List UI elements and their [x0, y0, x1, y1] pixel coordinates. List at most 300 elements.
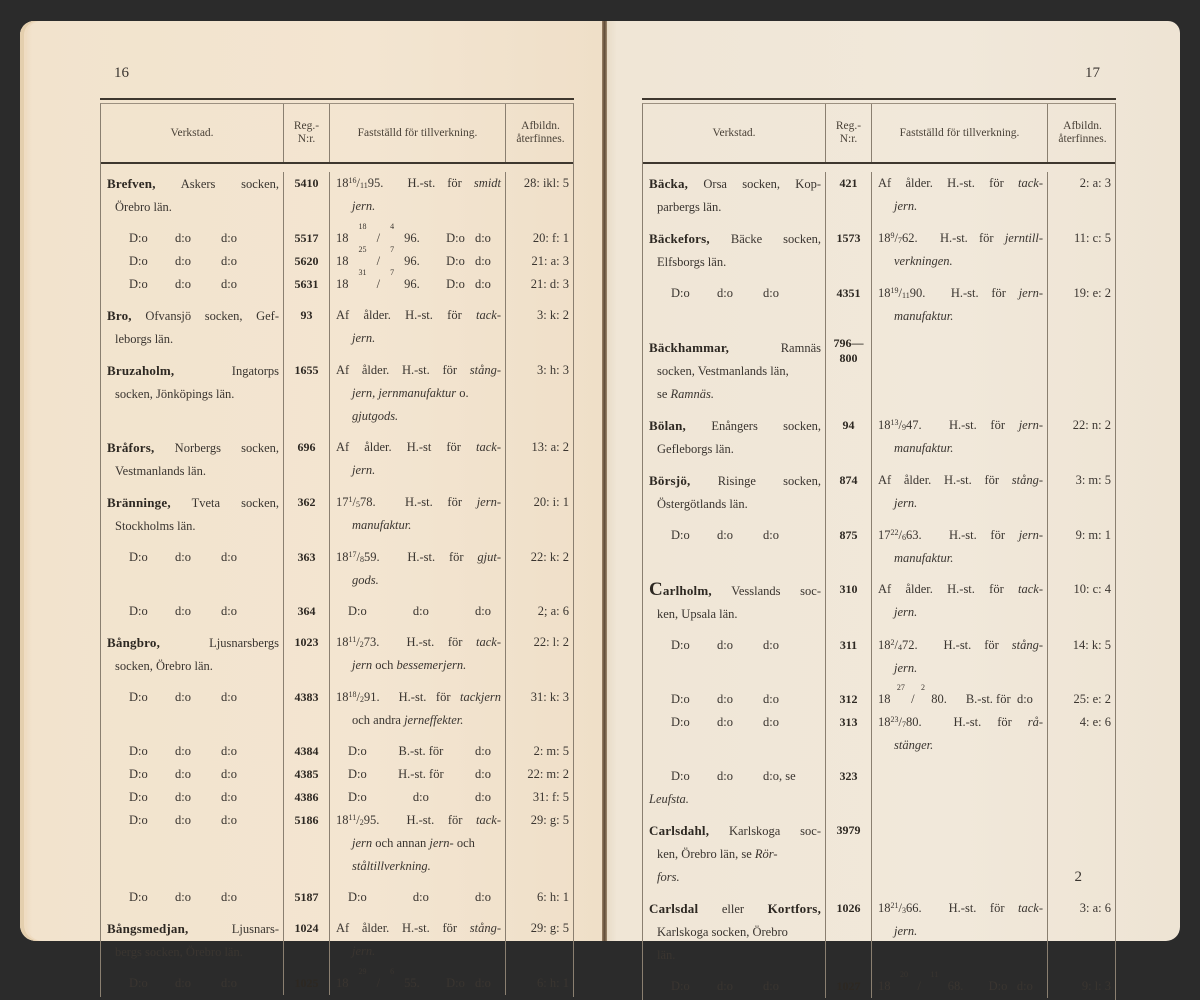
reg-number: 313: [839, 715, 858, 729]
county-text: ken, Upsala län.: [657, 607, 738, 621]
manufacture-line: 18 20 / 11 68. D:o d:o: [878, 975, 1043, 998]
product-text: manufaktur.: [352, 518, 412, 532]
product-text: tack-: [1018, 176, 1043, 190]
product-text: jern-: [1018, 528, 1044, 542]
ditto-mark: d:o: [412, 604, 429, 618]
workshop-line: [649, 819, 821, 843]
date-month: 2: [359, 818, 364, 827]
county-line: [649, 493, 821, 516]
header-verkstad: Verkstad.: [712, 126, 756, 139]
reg-number-cell: [825, 819, 871, 889]
table-row: [101, 740, 573, 763]
ditto-mark: d:o: [474, 231, 491, 245]
parish-text: Enångers socken,: [711, 419, 821, 433]
ditto-line: [107, 686, 279, 709]
right-page: [607, 21, 1180, 993]
table-header: [643, 104, 1115, 164]
reg-number-cont: 800: [839, 351, 858, 365]
ditto-mark: d:o: [475, 744, 491, 758]
spacer-cell: [505, 592, 575, 600]
figure-ref-cell: [505, 809, 575, 878]
ditto-mark: d:o: [221, 767, 237, 781]
spacer-cell: [825, 757, 871, 765]
manufacture-line: $18^{17}/_859$. H.-st. för gjut-: [336, 550, 502, 564]
product-text: jern.: [352, 199, 376, 213]
manufacture-text: H.-st. för: [940, 231, 994, 245]
spacer-cell: [871, 406, 1047, 414]
row-spacer: [643, 328, 1115, 336]
row-spacer: [101, 219, 573, 227]
figure-ref-cell: [505, 686, 575, 732]
ditto-line: [649, 688, 821, 711]
ditto-mark: D:o: [129, 231, 148, 245]
table-row: [101, 359, 573, 428]
manufacture-line-2: [336, 832, 501, 855]
county-text: socken, Vestmanlands län,: [657, 364, 789, 378]
figure-ref-cell: [1047, 634, 1117, 680]
ditto-mark: H.-st. för: [398, 767, 444, 781]
manufacture-line: $18^9/_762$. H.-st. för jerntill-: [878, 231, 1044, 245]
date-day: 1: [348, 495, 353, 504]
row-spacer: [643, 889, 1115, 897]
date-year: 63.: [905, 528, 922, 542]
figure-ref-cell: [505, 491, 575, 538]
manufacture-cell: [329, 491, 505, 538]
date-century: 18: [336, 976, 349, 990]
reg-number: 5517: [294, 231, 319, 245]
reg-number: 323: [839, 769, 858, 783]
ditto-mark: D:o: [129, 767, 148, 781]
figure-ref-cell: [505, 250, 575, 273]
figure-ref: 3: a: 6: [1079, 901, 1111, 915]
workshop-cell: [101, 740, 283, 763]
date-year: 96.: [404, 231, 420, 245]
date-century: 18: [336, 254, 349, 268]
spacer-cell: [825, 219, 871, 227]
spacer-cell: [329, 483, 505, 491]
spacer-cell: [101, 538, 283, 546]
date-month: 7: [390, 245, 395, 254]
reg-number: 312: [839, 692, 858, 706]
date-century: 18: [878, 715, 891, 729]
ditto-mark: d:o: [763, 528, 779, 542]
date-century: 18: [336, 277, 349, 291]
date-month: 9: [901, 423, 906, 432]
figure-ref: 21: d: 3: [530, 277, 569, 291]
date-day: 27: [896, 683, 905, 692]
ditto-line: [107, 600, 279, 623]
reg-number: 1573: [836, 231, 861, 245]
workshop-cell: [101, 886, 283, 909]
ditto-mark: D:o: [446, 254, 465, 268]
figure-ref-cell: [505, 227, 575, 250]
reg-number-cell: [825, 227, 871, 274]
workshop-cell: [101, 250, 283, 273]
manufacture-line: [336, 886, 501, 909]
date-century: 18: [878, 638, 891, 652]
workshop-cell: [101, 809, 283, 878]
spacer-cell: [283, 538, 329, 546]
figure-ref-cell: [1047, 578, 1117, 626]
date-year: 95.: [363, 813, 380, 827]
header-reg: Reg.- N:r.: [825, 104, 871, 162]
spacer-cell: [329, 678, 505, 686]
manufacture-line-2: [878, 657, 1043, 680]
date-year: 90.: [909, 286, 926, 300]
reg-number-cell: [825, 578, 871, 626]
manufacture-cell: [329, 245, 505, 273]
date-century: 18: [878, 979, 891, 993]
parish-text: Karlskoga soc-: [728, 824, 822, 838]
date-day: 31: [358, 268, 367, 277]
date-year: 78.: [359, 495, 376, 509]
manufacture-cell: [871, 172, 1047, 219]
workshop-cell: [101, 546, 283, 592]
workshop-line: [107, 304, 279, 328]
table-header: [101, 104, 573, 164]
ditto-mark: D:o: [988, 979, 1008, 993]
spacer-cell: [871, 757, 1047, 765]
spacer-cell: [283, 678, 329, 686]
table-row: [643, 524, 1115, 570]
reg-number-cell: [283, 304, 329, 351]
manufacture-text: H.-st. för: [407, 550, 464, 564]
reg-number-cell: [283, 273, 329, 296]
county-text: Elfsborgs län.: [657, 255, 727, 269]
spacer-cell: [1047, 274, 1117, 282]
ditto-mark: D:o: [129, 976, 148, 990]
spacer-cell: [1047, 889, 1117, 897]
ditto-mark: d:o: [763, 638, 779, 652]
figure-ref: 3: h: 3: [537, 363, 569, 377]
spacer-cell: [329, 428, 505, 436]
ditto-mark: d:o: [221, 550, 237, 564]
spacer-cell: [825, 570, 871, 578]
ditto-mark: d:o: [763, 715, 779, 729]
workshop-name: Bråfors,: [107, 440, 155, 455]
figure-ref: 22: n: 2: [1072, 418, 1111, 432]
manufacture-text: Af ålder. H.-st. för: [336, 308, 462, 322]
figure-ref-cell: [1047, 227, 1117, 274]
ditto-mark: D:o: [348, 744, 367, 758]
reg-number: 5410: [294, 176, 319, 190]
figure-ref: 4: e: 6: [1079, 715, 1111, 729]
date-month: 2: [359, 640, 364, 649]
table-row: [101, 886, 573, 909]
product-text: gjutgods.: [352, 409, 399, 423]
table-row: [643, 970, 1115, 998]
date-month: 4: [390, 222, 395, 231]
workshop-cell: [643, 688, 825, 711]
spacer-cell: [825, 516, 871, 524]
cross-ref: Rör-: [754, 847, 778, 861]
figure-ref-cell: [1047, 172, 1117, 219]
figure-ref: 22: m: 2: [527, 767, 569, 781]
reg-number-cell: [825, 469, 871, 516]
reg-number-cell: [825, 336, 871, 406]
spacer-cell: [871, 811, 1047, 819]
connector-text: o.: [459, 386, 469, 400]
ditto-mark: d:o: [175, 604, 191, 618]
table-body: [643, 164, 1115, 1000]
date-month: 7: [897, 236, 902, 245]
table-row: [101, 686, 573, 732]
manufacture-cell: [871, 336, 1047, 406]
workshop-cell: [643, 711, 825, 757]
table-row: [101, 917, 573, 964]
workshop-name: Börsjö,: [649, 473, 691, 488]
date-century: 17: [336, 495, 349, 509]
manufacture-line: [336, 600, 501, 623]
product-text: jerneffekter.: [404, 713, 464, 727]
reg-number: 5620: [294, 254, 319, 268]
manufacture-cell: [329, 268, 505, 296]
workshop-name: Bränninge,: [107, 495, 171, 510]
reg-number: 5186: [294, 813, 319, 827]
header-faststald: Fastställd för tillverkning.: [871, 104, 1047, 162]
manufacture-cell: [329, 546, 505, 592]
product-text: manufaktur.: [894, 441, 954, 455]
table-row: [643, 414, 1115, 461]
spacer-cell: [101, 219, 283, 227]
spacer-cell: [643, 680, 825, 688]
workshop-cell: [101, 686, 283, 732]
county-line: [649, 438, 821, 461]
ditto-mark: D:o: [129, 890, 148, 904]
workshop-line: [649, 897, 821, 921]
manufacture-cell: [871, 970, 1047, 998]
manufacture-cell: [329, 359, 505, 428]
reg-number-cell: [283, 763, 329, 786]
spacer-cell: [1047, 811, 1117, 819]
ditto-mark: d:o: [474, 277, 491, 291]
table-row: [101, 268, 573, 296]
reg-number-cell: [283, 359, 329, 428]
workshop-line: [649, 336, 821, 360]
spacer-cell: [101, 483, 283, 491]
ditto-mark: d:o: [221, 231, 237, 245]
spacer-cell: [329, 964, 505, 972]
table-row: [643, 711, 1115, 757]
location-note: Leufsta.: [649, 792, 689, 806]
manufacture-cell: [329, 686, 505, 732]
manufacture-line: $18^{18}/_291$. H.-st. för tackjern: [336, 690, 501, 704]
date-day: 9: [890, 231, 895, 240]
manufacture-line-2: [878, 547, 1043, 570]
date-month: 11: [359, 181, 368, 190]
manufacture-line: 18 25 / 7 96. D:o d:o: [336, 250, 501, 273]
product-text: jern-: [1018, 418, 1044, 432]
ditto-line: [107, 227, 279, 250]
workshop-cell: [101, 304, 283, 351]
ditto-mark: d:o: [175, 550, 191, 564]
reg-number-cell: [825, 765, 871, 811]
register-table: [642, 98, 1116, 1000]
workshop-name: Bruzaholm,: [107, 363, 175, 378]
figure-ref: 22: l: 2: [533, 635, 569, 649]
spacer-cell: [329, 909, 505, 917]
spacer-cell: [101, 732, 283, 740]
figure-ref: 28: ikl: 5: [523, 176, 569, 190]
spacer-cell: [825, 626, 871, 634]
workshop-line: [649, 578, 821, 603]
ditto-line: [107, 273, 279, 296]
workshop-alt-name: Kortfors,: [767, 901, 822, 916]
spacer-cell: [643, 219, 825, 227]
figure-ref: 13: a: 2: [531, 440, 569, 454]
ditto-line: [107, 886, 279, 909]
manufacture-cell: [871, 578, 1047, 626]
ditto-line: [649, 634, 821, 657]
ditto-mark: d:o: [475, 790, 491, 804]
ditto-mark: D:o: [348, 890, 367, 904]
manufacture-cell: [871, 282, 1047, 328]
date-year: 62.: [901, 231, 918, 245]
table-row: [643, 578, 1115, 626]
table-body: [101, 164, 573, 997]
table-row: [643, 683, 1115, 711]
row-spacer: [643, 461, 1115, 469]
table-row: [643, 282, 1115, 328]
date-month: 2: [359, 695, 364, 704]
reg-number: 93: [300, 308, 313, 322]
manufacture-line: [336, 763, 501, 786]
product-text: jern, jernmanufaktur: [352, 386, 457, 400]
product-text: stång-: [469, 363, 501, 377]
spacer-cell: [329, 878, 505, 886]
row-spacer: [643, 406, 1115, 414]
ditto-mark: D:o: [446, 231, 465, 245]
manufacture-line-2: [336, 940, 501, 963]
date-year: 91.: [363, 690, 380, 704]
ditto-mark: d:o: [221, 790, 237, 804]
ditto-mark: d:o: [175, 254, 191, 268]
spacer-cell: [101, 623, 283, 631]
manufacture-cell: [329, 763, 505, 786]
manufacture-line-2: [878, 601, 1043, 624]
reg-number-cell: [825, 897, 871, 967]
workshop-name: Bäcka,: [649, 176, 689, 191]
spacer-cell: [283, 964, 329, 972]
header-faststald: Fastställd för tillverkning.: [329, 104, 505, 162]
table-row: [101, 967, 573, 995]
ditto-mark: d:o: [763, 692, 779, 706]
figure-ref-cell: [505, 740, 575, 763]
ditto-line: [649, 765, 821, 788]
date-century: 18: [336, 231, 349, 245]
spacer-cell: [101, 964, 283, 972]
manufacture-line: $18^{23}/_780$. H.-st. för rå-: [878, 715, 1043, 729]
product-text: jern.: [894, 605, 918, 619]
manufacture-text: H.-st. för: [948, 418, 1006, 432]
county-line: [107, 515, 279, 538]
product-text: tack-: [1018, 901, 1044, 915]
workshop-cell: [643, 897, 825, 967]
reg-number-cell: [283, 600, 329, 623]
reg-number-cell: [283, 917, 329, 964]
extra-text: län.: [657, 948, 676, 962]
figure-ref-cell: [505, 631, 575, 678]
workshop-cell: [643, 336, 825, 406]
reg-number: 5187: [294, 890, 319, 904]
date-year: 55.: [404, 976, 420, 990]
reg-number-cell: [825, 688, 871, 711]
figure-ref: 3: k: 2: [537, 308, 569, 322]
manufacture-line: [878, 469, 1043, 492]
spacer-cell: [283, 592, 329, 600]
manufacture-line: $18^2/_472$. H.-st. för stång-: [878, 638, 1044, 652]
spacer-cell: [825, 811, 871, 819]
workshop-name: Bölan,: [649, 418, 686, 433]
ditto-mark: d:o: [475, 767, 491, 781]
reg-number-cell: [825, 172, 871, 219]
workshop-line: [649, 172, 821, 196]
product-text: tack-: [476, 440, 501, 454]
product-text: bessemerjern.: [396, 658, 467, 672]
date-year: 80.: [931, 692, 947, 706]
ditto-mark: d:o: [717, 715, 733, 729]
reg-number: 311: [839, 638, 858, 652]
manufacture-line: [878, 172, 1043, 195]
reg-number: 1026: [836, 901, 861, 915]
workshop-cell: [101, 763, 283, 786]
date-day: 16: [348, 176, 357, 185]
figure-ref-cell: [505, 763, 575, 786]
date-month: 6: [901, 533, 906, 542]
manufacture-text: H.-st. för: [398, 690, 451, 704]
workshop-cell: [643, 227, 825, 274]
ditto-mark: d:o: [175, 790, 191, 804]
table-row: [101, 763, 573, 786]
workshop-name: Bångbro,: [107, 635, 161, 650]
county-text: bergs socken, Örebro län.: [115, 945, 243, 959]
spacer-cell: [825, 328, 871, 336]
county-line: [649, 921, 821, 944]
row-spacer: [643, 219, 1115, 227]
manufacture-line: $18^{21}/_366$. H.-st. för tack-: [878, 901, 1044, 915]
ditto-mark: d:o, se: [763, 769, 796, 783]
manufacture-cell: [329, 886, 505, 909]
row-spacer: [101, 909, 573, 917]
reg-number: 363: [297, 550, 316, 564]
workshop-line: [107, 491, 279, 515]
product-text: smidt: [473, 176, 502, 190]
manufacture-line-2: [878, 305, 1043, 328]
ditto-mark: d:o: [717, 528, 733, 542]
manufacture-line: $18^{11}/_273$. H.-st. för tack-: [336, 635, 502, 649]
reg-number: 1025: [294, 976, 319, 990]
table-row: [643, 765, 1115, 811]
parish-text: Tveta socken,: [191, 496, 279, 510]
manufacture-line-2: [336, 569, 501, 592]
workshop-cell: [643, 524, 825, 570]
figure-ref-cell: [1047, 524, 1117, 570]
row-spacer: [643, 757, 1115, 765]
workshop-cell: [101, 436, 283, 483]
manufacture-text: H.-st. för: [948, 528, 1006, 542]
reg-number: 1024: [294, 921, 319, 935]
spacer-cell: [1047, 570, 1117, 578]
spacer-cell: [1047, 757, 1117, 765]
county-line: [107, 460, 279, 483]
table-row: [643, 469, 1115, 516]
reg-number-cell: [825, 414, 871, 461]
manufacture-text: H.-st. för: [406, 813, 463, 827]
manufacture-line: 18 18 / 4 96. D:o d:o: [336, 227, 501, 250]
manufacture-line-2: [878, 920, 1043, 943]
product-text: verkningen.: [894, 254, 953, 268]
ditto-mark: d:o: [221, 254, 237, 268]
